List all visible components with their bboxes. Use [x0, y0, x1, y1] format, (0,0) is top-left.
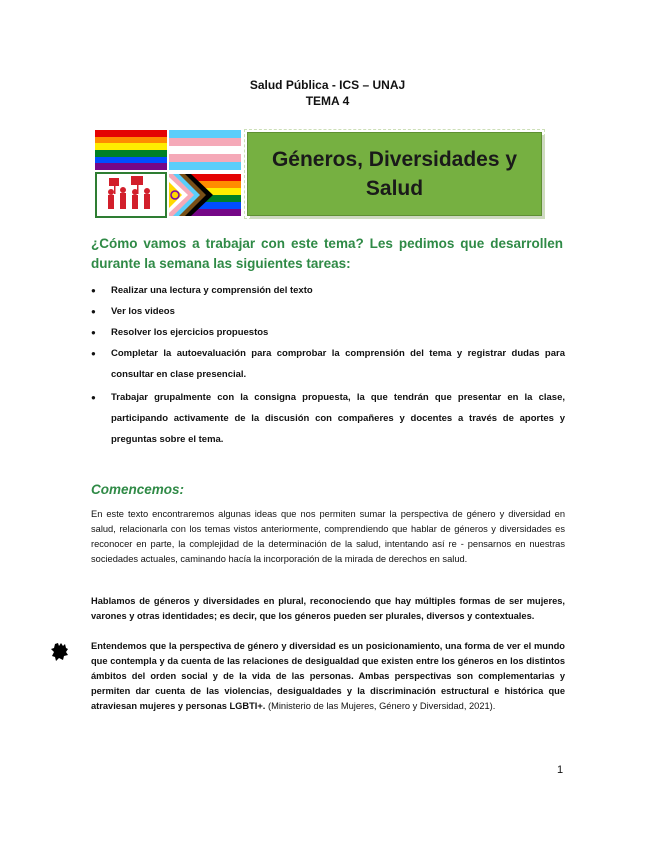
- paragraph-plural: Hablamos de géneros y diversidades en plural, reconociendo que hay múltiples formas de ser mujeres, varones y otras identidades; es decir, que los géneros pueden ser plurales, diversos y contextuales.: [91, 596, 565, 621]
- citation: (Ministerio de las Mujeres, Género y Diversidad, 2021).: [265, 701, 496, 711]
- document-header-line2: TEMA 4: [305, 94, 350, 108]
- protest-icon: [95, 172, 167, 218]
- perspective-text: Entendemos que la perspectiva de género y diversidad es un posicionamiento, una forma de ver el mundo que contempla y da cuenta de las relaciones de desigualdad que existen entre los géneros en los distintos ámbitos del orden social y de la vida de las personas. Ambas perspectivas son complementarias y permiten dar cuenta de las violencias, desigualdades y la discriminación estructural e histórica que atraviesan mujeres y personas LGBTI+.: [91, 641, 565, 711]
- task-list: [91, 280, 565, 450]
- fist-icon: [50, 642, 70, 662]
- document-header-line1: Salud Pública - ICS – UNAJ: [249, 78, 406, 92]
- task-item: ● Resolver los ejercicios propuestos: [91, 322, 565, 343]
- rainbow-flag: [95, 130, 167, 170]
- task-item: ● Realizar una lectura y comprensión del texto: [91, 280, 565, 301]
- title-line2: Salud: [365, 177, 424, 200]
- title-box: [247, 132, 542, 216]
- task-item: ● Completar la autoevaluación para comprobar la comprensión del tema y registrar dudas para consultar en clase presencial.: [91, 343, 565, 385]
- paragraph-perspective: [91, 639, 565, 714]
- transgender-flag: [169, 130, 241, 170]
- task-item: ● Trabajar grupalmente con la consigna propuesta, la que tendrán que presentar en la clase, participando activamente de la discusión con compañeres y docentes a través de aportes y preguntas sobre el tema.: [91, 387, 565, 450]
- title-line1: Géneros, Diversidades y: [271, 148, 518, 171]
- task-item: ● Ver los videos: [91, 301, 565, 322]
- page-number: 1: [557, 764, 564, 776]
- progress-pride-flag: [169, 174, 241, 216]
- flags-collage: [95, 130, 245, 218]
- intro-question: ¿Cómo vamos a trabajar con este tema? Les pedimos que desarrollen durante la semana las siguientes tareas:: [91, 236, 563, 271]
- section-title: Comencemos:: [91, 482, 185, 497]
- paragraph-intro: En este texto encontraremos algunas ideas que nos permiten sumar la perspectiva de género y diversidad en salud, relacionarla con los temas vistos anteriormente, comprendiendo que hablar de géneros y diversidades es reconocer en parte, la complejidad de la determinación de la salud, intentando así re - pensarnos en nuestras sociedades actuales, caminando hacía la incorporación de la mirada de derechos en salud.: [91, 509, 565, 564]
